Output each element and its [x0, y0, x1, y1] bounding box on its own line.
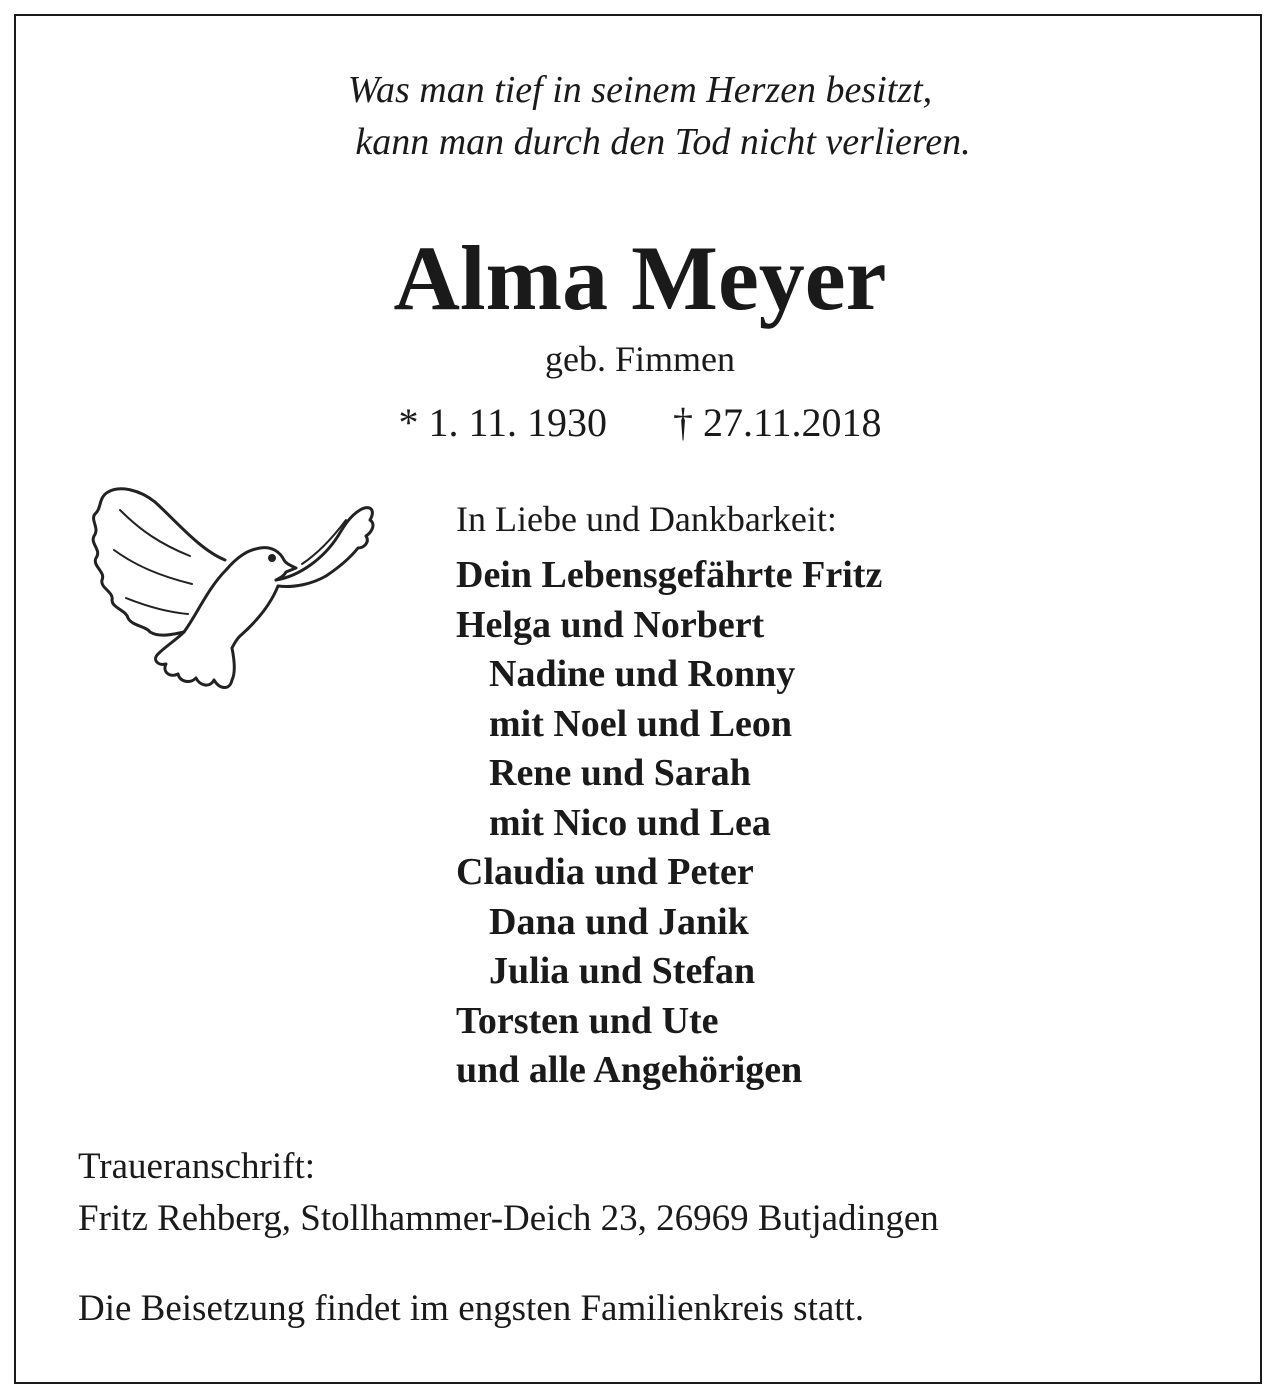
quote-line-1: Was man tief in seinem Herzen besitzt, — [347, 69, 933, 111]
quote — [0, 64, 1280, 168]
mourner-line: Rene und Sarah — [489, 752, 751, 794]
deceased-name: Alma Meyer — [393, 227, 887, 329]
mourner-line: Helga und Norbert — [456, 603, 765, 646]
funeral-note: Die Beisetzung findet im engsten Familienkreis statt. — [78, 1288, 865, 1329]
life-dates — [0, 400, 1280, 446]
mourner-line: und alle Angehörigen — [456, 1049, 803, 1091]
mourner-line: Dein Lebensgefährte Fritz — [456, 554, 883, 596]
mourners-list — [456, 551, 882, 1096]
mourner-line: Julia und Stefan — [489, 950, 756, 992]
mourner-line: Torsten und Ute — [456, 999, 719, 1042]
quote-line-2: kann man durch den Tod nicht verlieren. — [355, 121, 971, 163]
mourning-address — [78, 1141, 939, 1245]
mourner-line: mit Noel und Leon — [489, 702, 792, 745]
mourners-intro: In Liebe und Dankbarkeit: — [456, 499, 837, 539]
maiden-name: geb. Fimmen — [545, 339, 735, 379]
birth-date: * 1. 11. 1930 — [398, 400, 607, 445]
address-text: Fritz Rehberg, Stollhammer-Deich 23, 26969 Butjadingen — [78, 1198, 939, 1239]
address-label: Traueranschrift: — [78, 1146, 316, 1187]
death-date: † 27.11.2018 — [673, 400, 882, 445]
mourner-line: mit Nico und Lea — [489, 801, 771, 844]
mourner-line: Nadine und Ronny — [489, 653, 796, 695]
dove-icon — [80, 480, 380, 730]
mourner-line: Dana und Janik — [489, 900, 749, 943]
mourner-line: Claudia und Peter — [456, 851, 754, 893]
